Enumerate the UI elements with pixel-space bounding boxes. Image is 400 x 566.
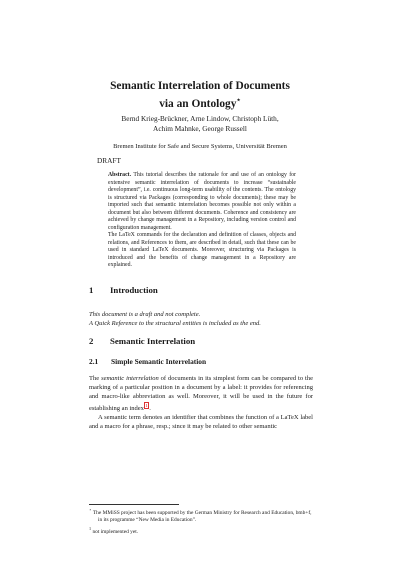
intro-note-line-1: This document is a draft and not complete. bbox=[89, 311, 201, 318]
section-title: Introduction bbox=[110, 285, 158, 295]
body-text-run: The bbox=[89, 375, 102, 382]
institution: Bremen Institute for Safe and Secure Systems, Universität Bremen bbox=[113, 143, 287, 150]
body-paragraph-1 bbox=[89, 374, 313, 413]
section-heading-semantic-interrelation bbox=[89, 336, 195, 347]
section-heading-introduction bbox=[89, 285, 158, 296]
subsection-title: Simple Semantic Interrelation bbox=[111, 357, 207, 366]
footnote-text: The MMiSS project has been supported by the German Ministry for Research and Education, bmb+f, in its programme “New Media in Education”. bbox=[92, 509, 312, 524]
authors-line-2: Achim Mahnke, George Russell bbox=[153, 124, 247, 133]
body-paragraph-2: A semantic term denotes an identifier that combines the function of a LaTeX label and a macro for a phrase, resp.; since it may be related to other semantic bbox=[89, 414, 313, 430]
body-text-run: . bbox=[149, 405, 151, 412]
authors-line-1: Bernd Krieg-Brückner, Arne Lindow, Christoph Lüth, bbox=[121, 114, 279, 123]
body-text bbox=[89, 374, 313, 431]
paper-title bbox=[0, 79, 400, 111]
footnote-link[interactable]: 1 bbox=[145, 403, 148, 408]
body-text-run: of documents in its simplest form can be compared to the marking of a particular position in a document by a label: it provides for referencing and macro-like abbreviation as well. Moreover, it will be used in the future for establishing an index bbox=[89, 375, 313, 412]
subsection-heading bbox=[89, 357, 206, 367]
footnotes bbox=[89, 506, 313, 536]
subsection-number: 2.1 bbox=[89, 357, 99, 366]
footnote-item bbox=[89, 525, 313, 536]
title-line-1: Semantic Interrelation of Documents bbox=[110, 80, 290, 92]
footnote-mark: ⋆ bbox=[89, 507, 92, 512]
footnote-mark: 1 bbox=[89, 525, 92, 531]
footnote-text: not implemented yet. bbox=[92, 528, 139, 535]
section-number: 1 bbox=[89, 285, 94, 295]
abstract-para-1 bbox=[108, 172, 296, 232]
author-list bbox=[0, 114, 400, 134]
section-title: Semantic Interrelation bbox=[110, 336, 196, 346]
abstract-text-1: This tutorial describes the rationale for and use of an ontology for extensive semantic interrelation of documents to increase “sustainable development”, i.e. continuous long-term usability of the contents. The ontology is structured via Packages (corresponding to whole documents); these may be imported such that semantic interrelation becomes possible not only within a document but also between different documents. Coherence and consistency are achieved by change management in a Repository, including version control and configuration management. bbox=[108, 172, 296, 231]
draft-label: DRAFT bbox=[97, 156, 121, 165]
abstract-para-2: The LaTeX commands for the declaration and definition of classes, objects and relations, and References to them, are described in detail, such that these can be used in standard LaTeX documents. Moreover, structuring via Packages is introduced and the benefits of change management in a Repository are explained. bbox=[108, 232, 296, 268]
abstract bbox=[108, 172, 296, 270]
title-line-2-text: via an Ontology bbox=[159, 97, 237, 110]
footnote-item bbox=[89, 506, 313, 525]
section-number: 2 bbox=[89, 336, 94, 346]
intro-note-line-2: A Quick Reference to the structural entities is included as the end. bbox=[89, 320, 261, 327]
footnote-rule bbox=[89, 504, 179, 505]
abstract-label: Abstract. bbox=[108, 172, 132, 178]
title-footnote-mark: ⋆ bbox=[236, 96, 241, 104]
intro-note bbox=[89, 310, 329, 328]
emphasis-term: semantic interrelation bbox=[101, 375, 159, 382]
title-line-2 bbox=[0, 93, 400, 111]
